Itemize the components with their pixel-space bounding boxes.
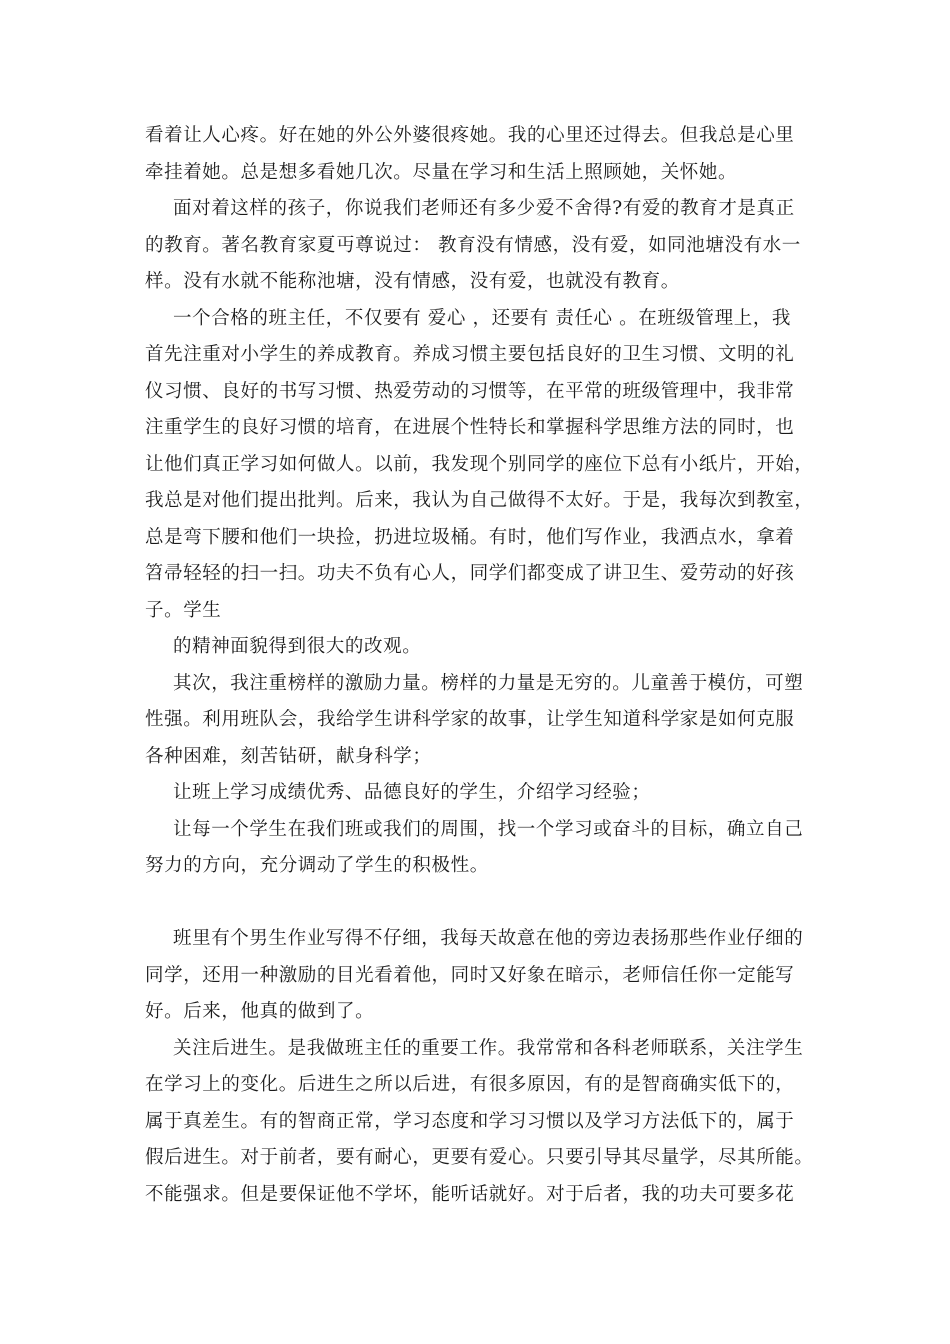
text-line: 让他们真正学习如何做人。以前，我发现个别同学的座位下总有小纸片，开始， bbox=[145, 453, 814, 475]
text-line: 子。学生 bbox=[145, 599, 222, 621]
text-line: 看着让人心疼。好在她的外公外婆很疼她。我的心里还过得去。但我总是心里 bbox=[145, 125, 795, 146]
text-line: 努力的方向，充分调动了学生的积极性。 bbox=[145, 855, 489, 876]
text-line: 样。没有水就不能称池塘，没有情感，没有爱，也就没有教育。 bbox=[145, 271, 680, 292]
text-line: 在学习上的变化。后进生之所以后进，有很多原因，有的是智商确实低下的， bbox=[145, 1074, 795, 1095]
text-line: 的精神面貌得到很大的改观。 bbox=[173, 636, 422, 657]
text-line: 不能强求。但是要保证他不学坏，能听话就好。对于后者，我的功夫可要多花 bbox=[145, 1183, 795, 1205]
text-line: 我总是对他们提出批判。后来，我认为自己做得不太好。于是，我每次到教室， bbox=[145, 490, 814, 511]
text-line: 班里有个男生作业写得不仔细，我每天故意在他的旁边表扬那些作业仔细的 bbox=[173, 928, 804, 949]
text-line: 首先注重对小学生的养成教育。养成习惯主要包括良好的卫生习惯、文明的礼 bbox=[145, 344, 795, 365]
text-line: 让每一个学生在我们班或我们的周围，找一个学习或奋斗的目标，确立自己 bbox=[173, 818, 804, 840]
text-line: 好。后来，他真的做到了。 bbox=[145, 1001, 375, 1022]
text-line: 笤帚轻轻的扫一扫。功夫不负有心人，同学们都变成了讲卫生、爱劳动的好孩 bbox=[145, 563, 795, 584]
text-line: 的教育。著名教育家夏丏尊说过： 教育没有情感，没有爱，如同池塘没有水一 bbox=[145, 234, 801, 256]
text-line: 一个合格的班主任，不仅要有 爱心 ，还要有 责任心 。在班级管理上，我 bbox=[173, 307, 792, 329]
text-line: 假后进生。对于前者，要有耐心，更要有爱心。只要引导其尽量学，尽其所能。 bbox=[145, 1147, 814, 1168]
text-line: 牵挂着她。总是想多看她几次。尽量在学习和生活上照顾她，关怀她。 bbox=[145, 161, 738, 183]
text-line: 仪习惯、良好的书写习惯、热爱劳动的习惯等，在平常的班级管理中，我非常 bbox=[145, 380, 795, 402]
text-line: 各种困难，刻苦钻研，献身科学； bbox=[145, 745, 432, 767]
text-line: 面对着这样的孩子，你说我们老师还有多少爱不舍得?有爱的教育才是真正 bbox=[173, 198, 795, 219]
blank-line bbox=[145, 885, 810, 922]
text-line: 关注后进生。是我做班主任的重要工作。我常常和各科老师联系，关注学生 bbox=[173, 1037, 804, 1059]
text-line: 属于真差生。有的智商正常，学习态度和学习习惯以及学习方法低下的，属于 bbox=[145, 1110, 795, 1132]
text-line: 注重学生的良好习惯的培育，在进展个性特长和掌握科学思维方法的同时，也 bbox=[145, 417, 795, 438]
text-line: 性强。利用班队会，我给学生讲科学家的故事，让学生知道科学家是如何克服 bbox=[145, 709, 795, 730]
document-page bbox=[145, 118, 814, 1213]
text-line: 其次，我注重榜样的激励力量。榜样的力量是无穷的。儿童善于模仿，可塑 bbox=[173, 672, 804, 694]
text-line: 总是弯下腰和他们一块捡，扔进垃圾桶。有时，他们写作业，我洒点水，拿着 bbox=[145, 526, 795, 548]
text-line: 同学，还用一种激励的目光看着他，同时又好象在暗示，老师信任你一定能写 bbox=[145, 964, 795, 986]
text-line: 让班上学习成绩优秀、品德良好的学生，介绍学习经验； bbox=[173, 782, 651, 803]
